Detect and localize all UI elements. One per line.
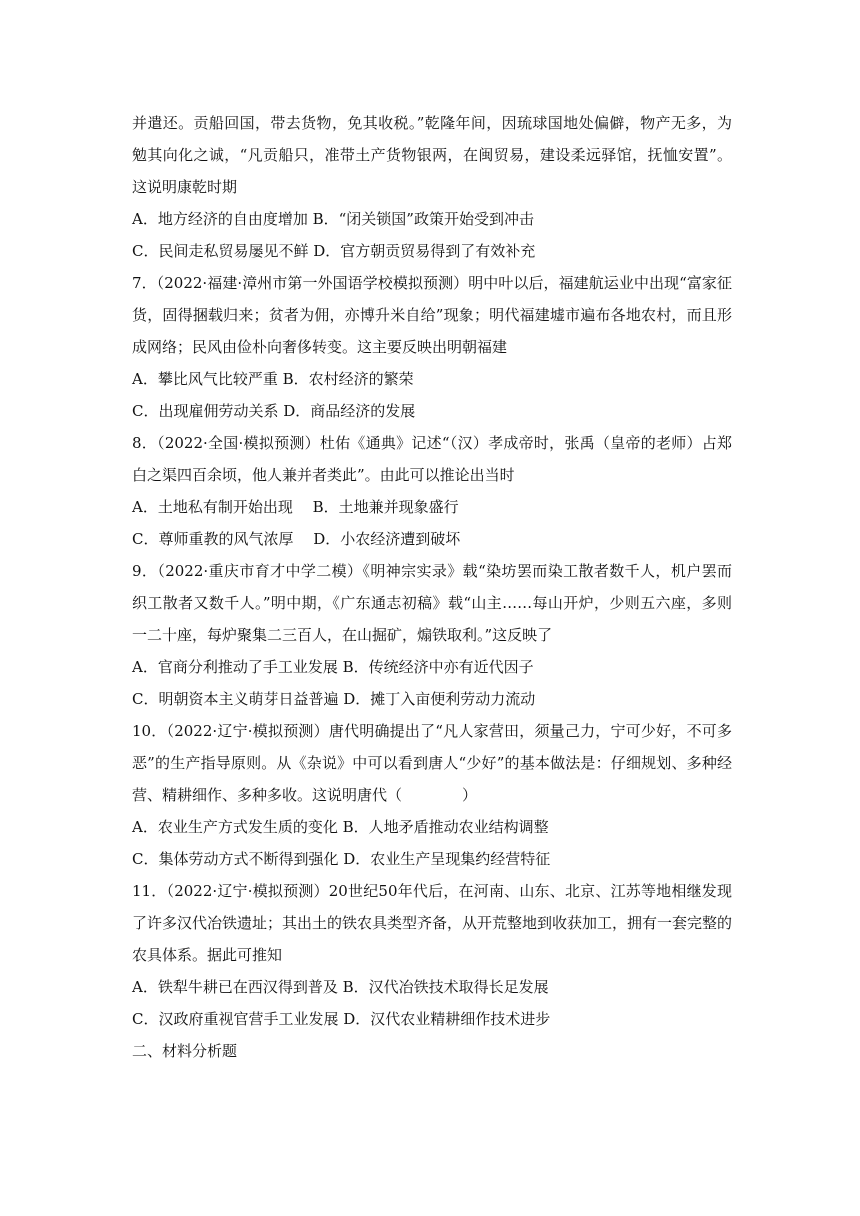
q7-options-row-2: C．出现雇佣劳动关系 D．商品经济的发展	[132, 402, 416, 420]
q10-stem: 10．（2022·辽宁·模拟预测）唐代明确提出了“凡人家营田，须量己力，宁可少好，不可多恶”的生产指导原则。从《杂说》中可以看到唐人“少好”的基本做法是：仔细规划、多种经营、精耕细作、多种多收。这说明唐代（ ）	[132, 722, 732, 804]
document-page	[132, 107, 732, 1067]
section-title: 二、材料分析题	[132, 1042, 238, 1060]
q9-options-row-2: C．明朝资本主义萌芽日益普遍 D．摊丁入亩便利劳动力流动	[132, 690, 536, 708]
q8-stem: 8．（2022·全国·模拟预测）杜佑《通典》记述“（汉）孝成帝时，张禹（皇帝的老师）占郑白之渠四百余顷，他人兼并者类此”。由此可以推论出当时	[132, 434, 732, 484]
q7-stem: 7．（2022·福建·漳州市第一外国语学校模拟预测）明中叶以后，福建航运业中出现“富家征货，固得捆载归来；贫者为佣，亦博升米自给”现象；明代福建墟市遍布各地农村，而且形成网络；民风由俭朴向奢侈转变。这主要反映出明朝福建	[132, 274, 732, 356]
q8-options-row-1: A．土地私有制开始出现 B．土地兼并现象盛行	[132, 498, 459, 516]
q9-stem: 9．（2022·重庆市育才中学二模）《明神宗实录》载“染坊罢而染工散者数千人，机户罢而织工散者又数千人。”明中期，《广东通志初稿》载“山主……每山开炉，少则五六座，多则一二十座，每炉聚集二三百人，在山掘矿，煽铁取利。”这反映了	[132, 562, 732, 644]
q11-options-row-2: C．汉政府重视官营手工业发展 D．汉代农业精耕细作技术进步	[132, 1010, 551, 1028]
q6-options-row-2: C．民间走私贸易屡见不鲜 D．官方朝贡贸易得到了有效补充	[132, 242, 536, 260]
q10-options-row-1: A．农业生产方式发生质的变化 B．人地矛盾推动农业结构调整	[132, 818, 549, 836]
q6-options-row-1: A．地方经济的自由度增加 B．“闭关锁国”政策开始受到冲击	[132, 210, 534, 228]
q9-options-row-1: A．官商分利推动了手工业发展 B．传统经济中亦有近代因子	[132, 658, 534, 676]
q11-stem: 11．（2022·辽宁·模拟预测）20世纪50年代后，在河南、山东、北京、江苏等地相继发现了许多汉代冶铁遗址；其出土的铁农具类型齐备，从开荒整地到收获加工，拥有一套完整的农具体系。据此可推知	[132, 882, 733, 964]
q8-options-row-2: C．尊师重教的风气浓厚 D．小农经济遭到破坏	[132, 530, 461, 548]
q6-stem-continuation: 并遣还。贡船回国，带去货物，免其收税。”乾隆年间，因琉球国地处偏僻，物产无多，为勉其向化之诚，“凡贡船只，准带土产货物银两，在闽贸易，建设柔远驿馆，抚恤安置”。这说明康乾时期	[132, 114, 732, 196]
q7-options-row-1: A．攀比风气比较严重 B．农村经济的繁荣	[132, 370, 414, 388]
q11-options-row-1: A．铁犁牛耕已在西汉得到普及 B．汉代冶铁技术取得长足发展	[132, 978, 549, 996]
q10-options-row-2: C．集体劳动方式不断得到强化 D．农业生产呈现集约经营特征	[132, 850, 551, 868]
